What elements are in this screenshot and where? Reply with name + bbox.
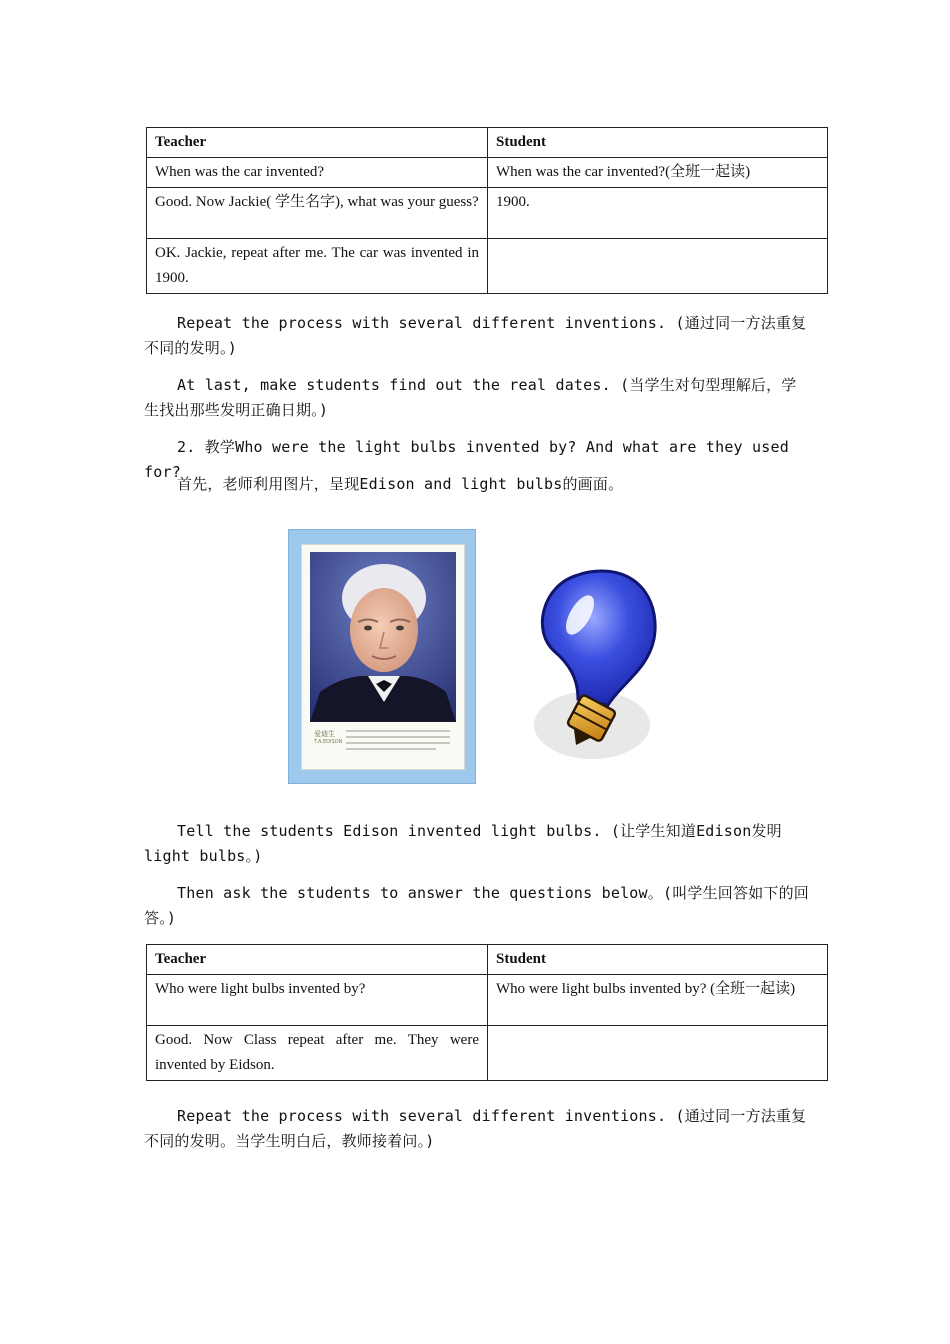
dialog-table-light-bulbs [146, 944, 828, 1081]
paragraph-text: Then ask the students to answer the questions below。(叫学生回答如下的回答。) [144, 884, 810, 927]
paragraph-text: Repeat the process with several different inventions. (通过同一方法重复不同的发明。当学生明白后，教师接着问。) [144, 1107, 807, 1150]
paragraph-text: Tell the students Edison invented light bulbs. (让学生知道Edison发明light bulbs。) [144, 822, 782, 865]
portrait-name: 爱迪生 [314, 730, 335, 738]
portrait-subname: T.A.EDISON [314, 739, 343, 745]
edison-and-bulb-figure [286, 529, 666, 789]
student-header: Student [488, 128, 828, 158]
light-bulb-image [482, 565, 662, 785]
paragraph-text: 2. 教学Who were the light bulbs invented by? And what are they used for? [144, 438, 789, 481]
portrait-caption [310, 727, 456, 763]
dialog-table-car [146, 127, 828, 294]
paragraph-text: Repeat the process with several different inventions. (通过同一方法重复不同的发明。) [144, 314, 807, 357]
teacher-cell: Who were light bulbs invented by? [147, 975, 488, 1026]
teacher-cell: Good. Now Class repeat after me. They were invented by Eidson. [147, 1026, 488, 1081]
table-row [147, 158, 828, 188]
edison-portrait [288, 529, 476, 784]
teacher-cell: Good. Now Jackie( 学生名字), what was your guess? [147, 188, 488, 239]
paragraph [144, 881, 809, 931]
table-row [147, 1026, 828, 1081]
table-header-row [147, 128, 828, 158]
student-cell: 1900. [488, 188, 828, 239]
table-row [147, 239, 828, 294]
paragraph [144, 819, 809, 869]
paragraph [144, 472, 809, 497]
paragraph [144, 1104, 809, 1154]
student-header: Student [488, 945, 828, 975]
paragraph [144, 373, 809, 423]
teacher-cell: OK. Jackie, repeat after me. The car was invented in 1900. [147, 239, 488, 294]
teacher-header: Teacher [147, 128, 488, 158]
table-row [147, 188, 828, 239]
paragraph-text: At last, make students find out the real dates. (当学生对句型理解后，学生找出那些发明正确日期。) [144, 376, 797, 419]
student-cell: When was the car invented?(全班一起读) [488, 158, 828, 188]
portrait-photo [310, 552, 456, 722]
teacher-cell: When was the car invented? [147, 158, 488, 188]
table-header-row [147, 945, 828, 975]
student-cell [488, 1026, 828, 1081]
student-cell [488, 239, 828, 294]
table-row [147, 975, 828, 1026]
paragraph-text: 首先，老师利用图片，呈现Edison and light bulbs的画面。 [177, 475, 624, 493]
student-cell: Who were light bulbs invented by? (全班一起读) [488, 975, 828, 1026]
paragraph [144, 311, 809, 361]
teacher-header: Teacher [147, 945, 488, 975]
